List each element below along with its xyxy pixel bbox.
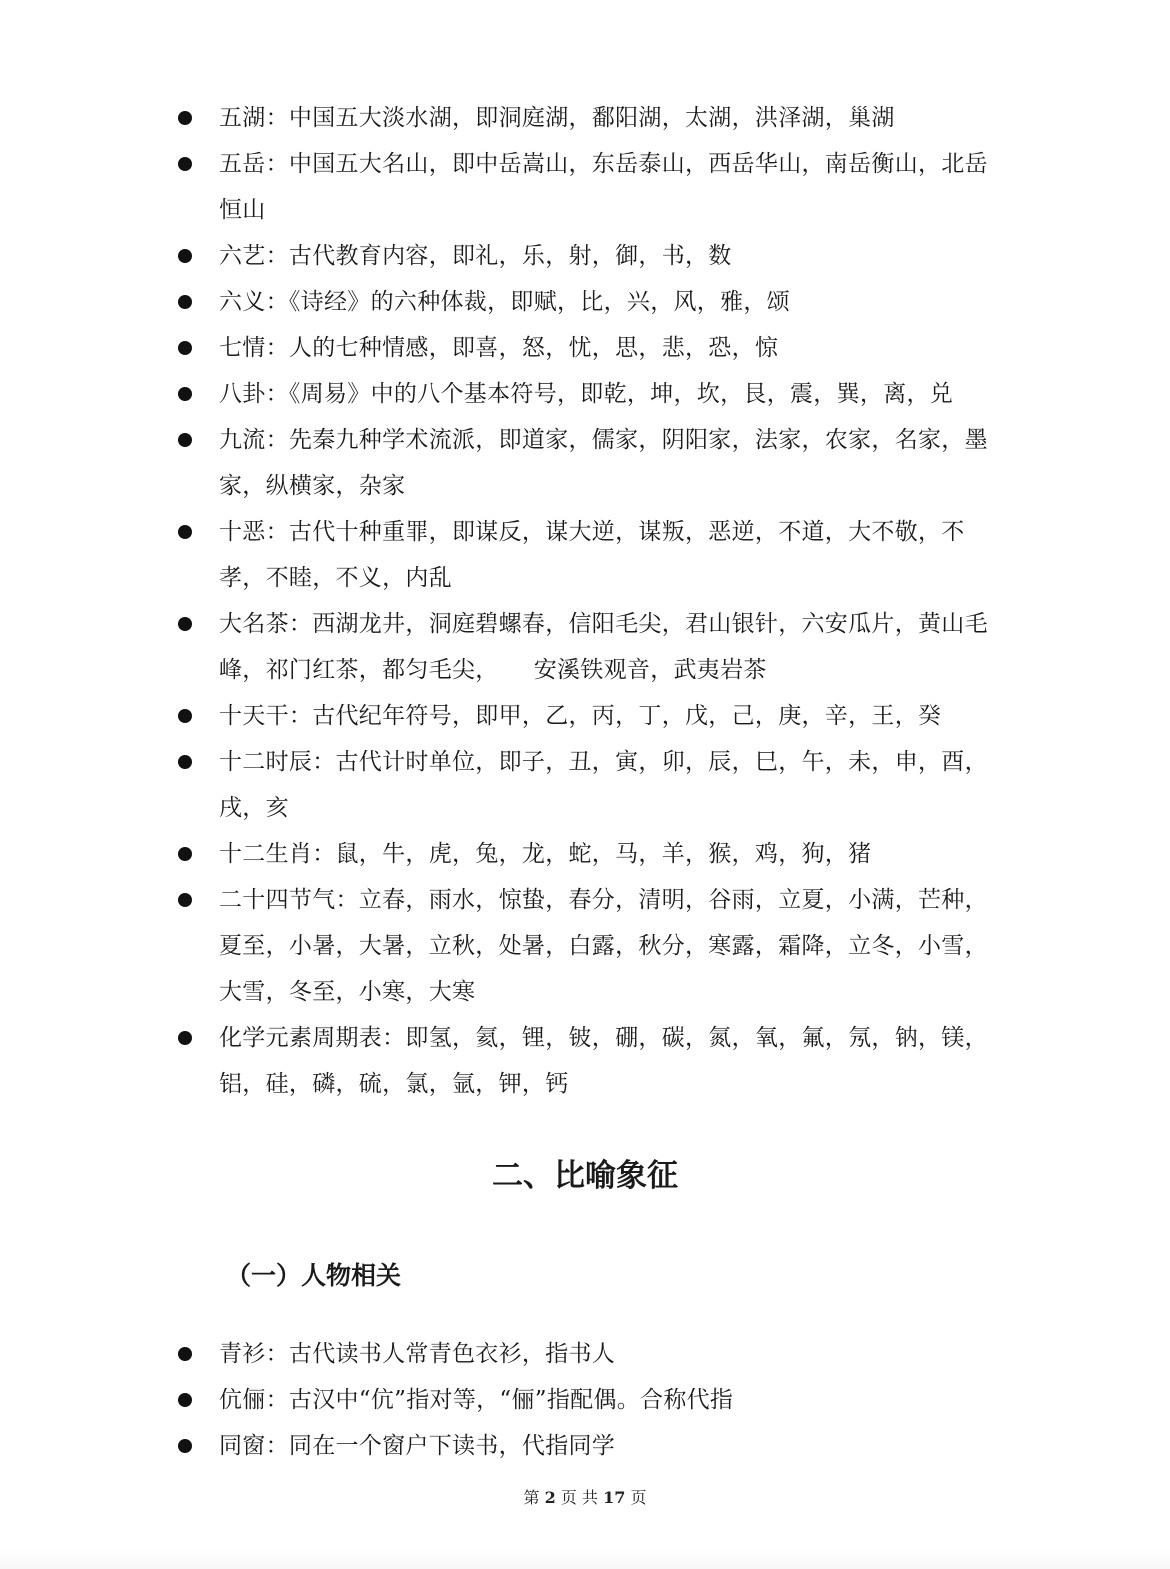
bullet-icon [178,847,192,861]
footer-middle: 页 共 [560,1488,598,1507]
list-item-text: 十二生肖：鼠，牛，虎，兔，龙，蛇，马，羊，猴，鸡，狗，猪 [219,841,872,867]
list-item-text: 二十四节气：立春，雨水，惊蛰，春分，清明，谷雨，立夏，小满，芒种，夏至，小暑，大暑，立秋，处暑，白露，秋分，寒露，霜降，立冬，小雪，大雪，冬至，小寒，大寒 [219,887,988,1005]
bullet-icon [178,755,192,769]
bullet-icon [178,341,192,355]
bullet-icon [178,249,192,263]
bullet-icon [178,709,192,723]
list-item-text: 十恶：古代十种重罪，即谋反，谋大逆，谋叛，恶逆，不道，大不敬，不孝，不睦，不义，内乱 [219,519,965,591]
bullet-icon [178,893,192,907]
section-title: 二、比喻象征 [492,1158,678,1194]
footer-suffix: 页 [630,1488,647,1507]
term-list-people [0,1331,1170,1469]
list-item-text: 八卦：《周易》中的八个基本符号，即乾，坤，坎，艮，震，巽，离，兑 [219,381,954,407]
list-item [0,141,1170,233]
bullet-icon [178,1439,192,1453]
list-item [0,1423,1170,1469]
bullet-icon [178,1393,192,1407]
list-item [0,601,1170,693]
list-item-text: 大名茶：西湖龙井，洞庭碧螺春，信阳毛尖，君山银针，六安瓜片，黄山毛峰，祁门红茶，都匀毛尖， 安溪铁观音，武夷岩茶 [219,611,988,683]
footer-total-pages: 17 [603,1488,626,1507]
bullet-icon [178,111,192,125]
bullet-icon [178,1031,192,1045]
list-item-text: 伉俪：古汉中“伉”指对等，“俪”指配偶。合称代指 [219,1387,734,1413]
list-item [0,417,1170,509]
list-item-text: 五岳：中国五大名山，即中岳嵩山，东岳泰山，西岳华山，南岳衡山，北岳恒山 [219,151,988,223]
list-item [0,1377,1170,1423]
list-item [0,95,1170,141]
list-item [0,233,1170,279]
list-item [0,877,1170,1015]
footer-page-number: 2 [544,1488,556,1507]
list-item-text: 化学元素周期表：即氢，氦，锂，铍，硼，碳，氮，氧，氟，氖，钠，镁，铝，硅，磷，硫，氯，氩，钾，钙 [219,1025,988,1097]
bullet-icon [178,525,192,539]
list-item [0,831,1170,877]
bullet-icon [178,1347,192,1361]
list-item-text: 六义：《诗经》的六种体裁，即赋，比，兴，风，雅，颂 [219,289,790,315]
list-item-text: 九流：先秦九种学术流派，即道家，儒家，阴阳家，法家，农家，名家，墨家，纵横家，杂家 [219,427,988,499]
footer-prefix: 第 [523,1488,540,1507]
term-list [0,95,1170,1107]
subsection-title: （一）人物相关 [226,1261,402,1290]
scan-edge [0,1548,1170,1569]
bullet-icon [178,433,192,447]
bullet-icon [178,617,192,631]
list-item-text: 十二时辰：古代计时单位，即子，丑，寅，卯，辰，巳，午，未，申，酉，戌，亥 [219,749,988,821]
list-item [0,371,1170,417]
list-item [0,739,1170,831]
list-item-text: 七情：人的七种情感，即喜，怒，忧，思，悲，恐，惊 [219,335,779,361]
bullet-icon [178,295,192,309]
list-item-text: 青衫：古代读书人常青色衣衫，指书人 [219,1341,616,1367]
list-item-text: 六艺：古代教育内容，即礼，乐，射，御，书，数 [219,243,732,269]
page-footer [0,1486,1170,1510]
list-item [0,693,1170,739]
list-item-text: 十天干：古代纪年符号，即甲，乙，丙，丁，戊，己，庚，辛，王，癸 [219,703,942,729]
list-item [0,279,1170,325]
list-item [0,325,1170,371]
list-item [0,1331,1170,1377]
list-item [0,509,1170,601]
bullet-icon [178,387,192,401]
list-item-text: 五湖：中国五大淡水湖，即洞庭湖，鄱阳湖，太湖，洪泽湖，巢湖 [219,105,895,131]
bullet-icon [178,157,192,171]
list-item-text: 同窗：同在一个窗户下读书，代指同学 [219,1433,616,1459]
list-item [0,1015,1170,1107]
